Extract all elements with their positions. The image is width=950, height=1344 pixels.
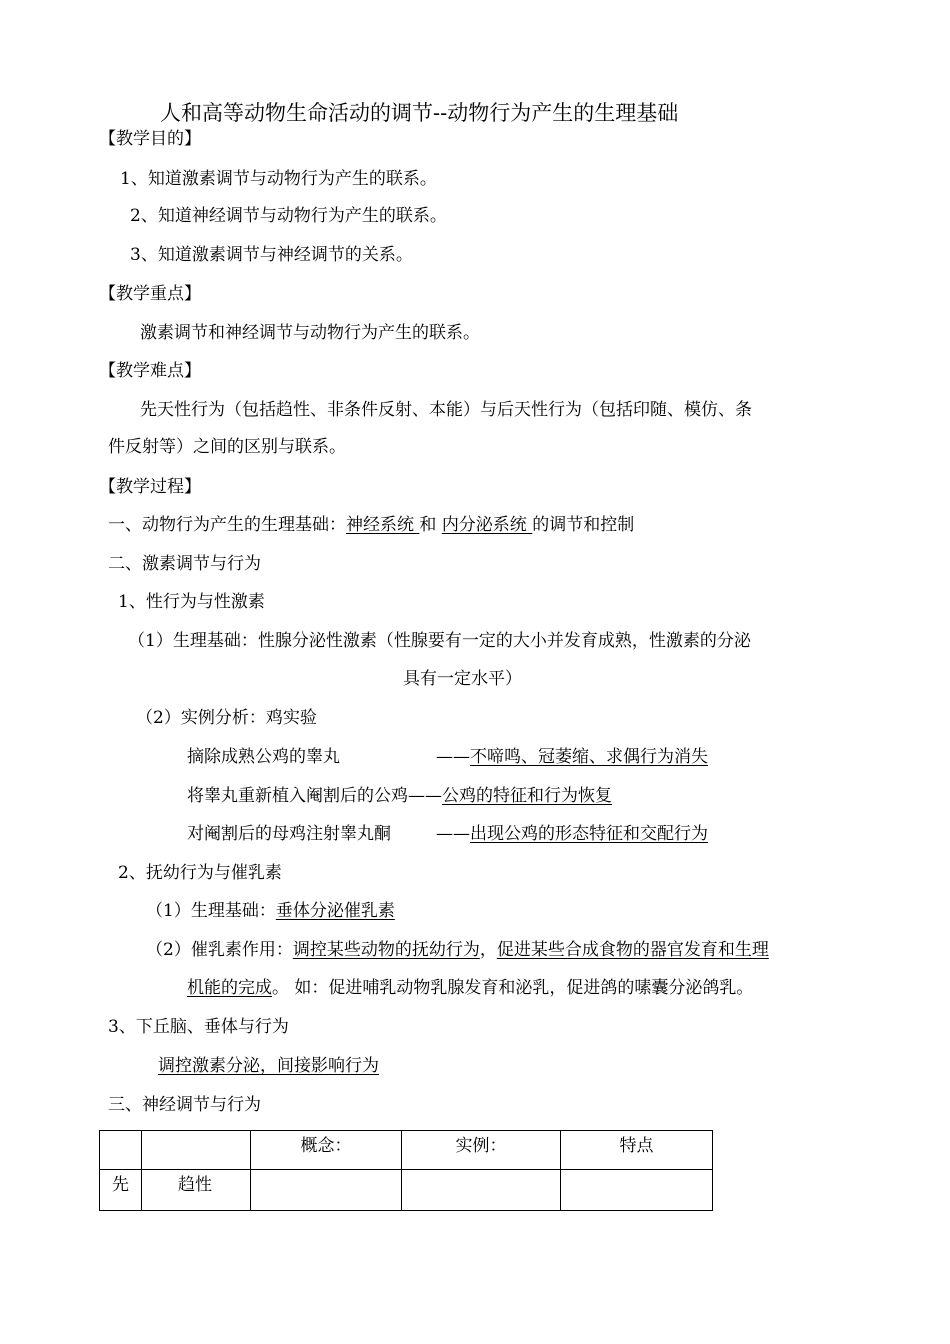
difficulties-text-line1: 先天性行为（包括趋性、非条件反射、本能）与后天性行为（包括印随、模仿、条	[140, 400, 752, 420]
table-row	[100, 1170, 713, 1211]
process-heading: 【教学过程】	[99, 477, 201, 497]
experiment-dash: ——	[436, 747, 470, 767]
item-physiological-basis-cont: 具有一定水平）	[403, 669, 522, 689]
experiment-row	[187, 823, 708, 845]
objective-item: 2、知道神经调节与动物行为产生的联系。	[130, 206, 447, 226]
answer-blank: 神经系统	[346, 515, 420, 535]
item-prolactin-function	[146, 939, 769, 961]
objective-item: 1、知道激素调节与动物行为产生的联系。	[120, 169, 437, 189]
objective-item: 3、知道激素调节与神经调节的关系。	[130, 245, 413, 265]
answer-blank: 调控某些动物的抚幼行为	[292, 940, 480, 960]
key-points-text: 激素调节和神经调节与动物行为产生的联系。	[140, 323, 480, 343]
item-physiological-basis: （1）生理基础：性腺分泌性激素（性腺要有一定的大小并发育成熟，性激素的分泌	[128, 631, 751, 651]
answer-blank: 垂体分泌催乳素	[275, 901, 395, 921]
subsection-2-3-answer	[158, 1055, 379, 1077]
table-header-row	[100, 1131, 713, 1170]
experiment-dash: ——	[408, 786, 442, 806]
experiment-row	[187, 785, 612, 807]
section-1-prefix: 一、动物行为产生的生理基础：	[108, 515, 346, 535]
table-header-cell: 概念：	[251, 1131, 402, 1170]
section-1-conjunction: 和	[419, 515, 442, 535]
key-points-heading: 【教学重点】	[99, 284, 201, 304]
section-2-heading: 二、激素调节与行为	[108, 554, 261, 574]
table-header-cell: 实例：	[402, 1131, 561, 1170]
table-cell: 先	[100, 1170, 142, 1211]
item-prolactin-basis	[146, 900, 395, 922]
experiment-result: 公鸡的特征和行为恢复	[442, 786, 612, 806]
answer-blank: 调控激素分泌，间接影响行为	[158, 1056, 379, 1076]
example-text: 。 如：促进哺乳动物乳腺发育和泌乳，促进鸽的嗉囊分泌鸽乳。	[272, 978, 754, 998]
difficulties-heading: 【教学难点】	[99, 361, 201, 381]
experiment-result: 不啼鸣、冠萎缩、求偶行为消失	[470, 747, 708, 767]
answer-blank: 机能的完成	[187, 978, 272, 998]
experiment-row	[187, 746, 708, 768]
answer-blank: 内分泌系统	[441, 515, 533, 535]
section-3-heading: 三、神经调节与行为	[108, 1095, 261, 1115]
experiment-action: 对阉割后的母鸡注射睾丸酮	[187, 824, 391, 844]
table-header-cell	[100, 1131, 142, 1170]
section-1	[108, 514, 634, 536]
item-example-analysis: （2）实例分析：鸡实验	[136, 708, 317, 728]
section-1-suffix: 的调节和控制	[532, 515, 635, 535]
objectives-heading: 【教学目的】	[99, 129, 201, 149]
table-cell: 趋性	[142, 1170, 251, 1211]
experiment-result: 出现公鸡的形态特征和交配行为	[470, 824, 708, 844]
item-prefix: （1）生理基础：	[146, 901, 276, 921]
page-title: 人和高等动物生命活动的调节--动物行为产生的生理基础	[160, 101, 679, 125]
behavior-table	[99, 1130, 713, 1211]
table-header-cell	[142, 1131, 251, 1170]
answer-blank: 促进某些合成食物的器官发育和生理	[496, 940, 769, 960]
subsection-2-1: 1、性行为与性激素	[118, 592, 265, 612]
table-cell	[561, 1170, 713, 1211]
table-cell	[402, 1170, 561, 1211]
subsection-2-3: 3、下丘脑、垂体与行为	[108, 1017, 289, 1037]
experiment-dash: ——	[436, 824, 470, 844]
experiment-action: 将睾丸重新植入阉割后的公鸡	[187, 786, 408, 806]
table-cell	[251, 1170, 402, 1211]
difficulties-text-line2: 件反射等）之间的区别与联系。	[108, 437, 346, 457]
separator: ，	[479, 940, 497, 960]
subsection-2-2: 2、抚幼行为与催乳素	[118, 863, 282, 883]
item-prefix: （2）催乳素作用：	[146, 940, 293, 960]
experiment-action: 摘除成熟公鸡的睾丸	[187, 747, 340, 767]
item-prolactin-function-cont	[187, 977, 753, 999]
table-header-cell: 特点	[561, 1131, 713, 1170]
